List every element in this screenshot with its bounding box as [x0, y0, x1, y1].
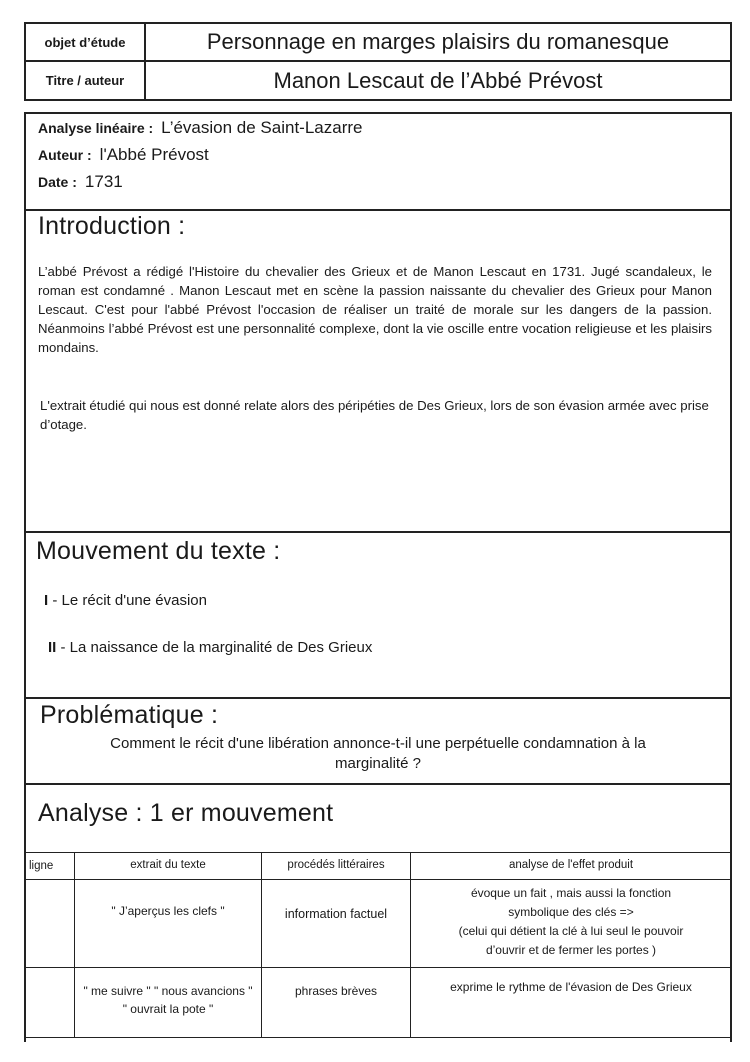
cell-procede: phrases brèves [262, 968, 411, 1038]
mouvement-item-text: - Le récit d'une évasion [52, 592, 207, 609]
mouvement-item [48, 639, 372, 656]
column-header-analyse: analyse de l'effet produit [411, 853, 732, 880]
cell-analyse-line: (celui qui détient la clé à lui seul le pouvoir [458, 924, 684, 938]
mouvement-item [44, 592, 207, 609]
column-header-ligne: ligne [25, 853, 75, 880]
cell-extrait-line: " me suivre " " nous avancions " [83, 984, 253, 998]
titre-value-cell [146, 62, 730, 99]
analysis-table [24, 852, 732, 1038]
objet-value-cell [146, 24, 730, 62]
cell-analyse-line: symbolique des clés => [508, 905, 634, 919]
analyse-value: L’évasion de Saint-Lazarre [161, 118, 363, 137]
introduction-paragraph-2: L'extrait étudié qui nous est donné relate alors des péripéties de Des Grieux, lors de son évasion armée avec prise d’otage. [40, 398, 709, 432]
problematique-title: Problématique : [40, 701, 219, 729]
mouvement-item-num: I [44, 592, 49, 609]
objet-value: Personnage en marges plaisirs du romanesque [206, 29, 670, 54]
mouvement-title: Mouvement du texte : [36, 537, 281, 565]
meta-auteur [38, 145, 209, 165]
cell-ligne [25, 968, 75, 1038]
divider [24, 531, 732, 533]
cell-analyse [411, 968, 732, 1038]
divider [24, 783, 732, 785]
column-header-extrait: extrait du texte [75, 853, 262, 880]
problematique-text [24, 734, 732, 774]
table-row [25, 880, 732, 968]
cell-ligne [25, 880, 75, 968]
analyse-label: Analyse linéaire : [38, 120, 154, 136]
meta-date [38, 172, 123, 192]
problematique-line-1: Comment le récit d'une libération annonce-t-il une perpétuelle condamnation à la [110, 735, 646, 752]
date-value: 1731 [84, 172, 123, 191]
problematique-line-2: marginalité ? [335, 755, 421, 772]
analyse-title: Analyse : 1 er mouvement [38, 799, 334, 827]
cell-analyse-line: évoque un fait , mais aussi la fonction [470, 886, 672, 900]
cell-procede: information factuel [262, 880, 411, 968]
mouvement-item-text: - La naissance de la marginalité de Des Grieux [60, 639, 373, 656]
introduction-paragraph-1: L’abbé Prévost a rédigé l'Histoire du chevalier des Grieux et de Manon Lescaut en 1731. Jugé scandaleux, le roman est condamné . Manon Lescaut met en scène la passion naissante du chevalier des Grieux pour Manon Lescaut. C'est pour l'abbé Prévost l'occasion de réaliser un traité de morale sur les dangers de la passion. Néanmoins l’abbé Prévost est une personnalité complexe, dont la vie oscille entre vocation religieuse et les plaisirs mondains. [38, 264, 712, 355]
titre-label-cell [26, 62, 146, 99]
column-header-procedes: procédés littéraires [262, 853, 411, 880]
cell-extrait: " J’aperçus les clefs " [75, 880, 262, 968]
mouvement-item-num: II [48, 639, 57, 656]
table-header-row [25, 853, 732, 880]
cell-extrait [75, 968, 262, 1038]
cell-analyse-line: exprime le rythme de l'évasion de Des Grieux [450, 980, 692, 994]
titre-label: Titre / auteur [45, 73, 125, 88]
objet-label: objet d’étude [44, 34, 126, 50]
cell-analyse-line: d’ouvrir et de fermer les portes ) [485, 943, 657, 957]
objet-label-cell [26, 24, 146, 62]
meta-analyse [38, 118, 362, 138]
divider [24, 697, 732, 699]
titre-value: Manon Lescaut de l’Abbé Prévost [273, 67, 603, 93]
divider [24, 209, 732, 211]
auteur-label: Auteur : [38, 147, 92, 163]
cell-extrait-line: " ouvrait la pote " [122, 1002, 214, 1016]
header-table [24, 22, 732, 101]
cell-analyse [411, 880, 732, 968]
table-row [25, 968, 732, 1038]
auteur-value: l'Abbé Prévost [99, 145, 209, 164]
date-label: Date : [38, 174, 77, 190]
introduction-title: Introduction : [38, 212, 186, 240]
